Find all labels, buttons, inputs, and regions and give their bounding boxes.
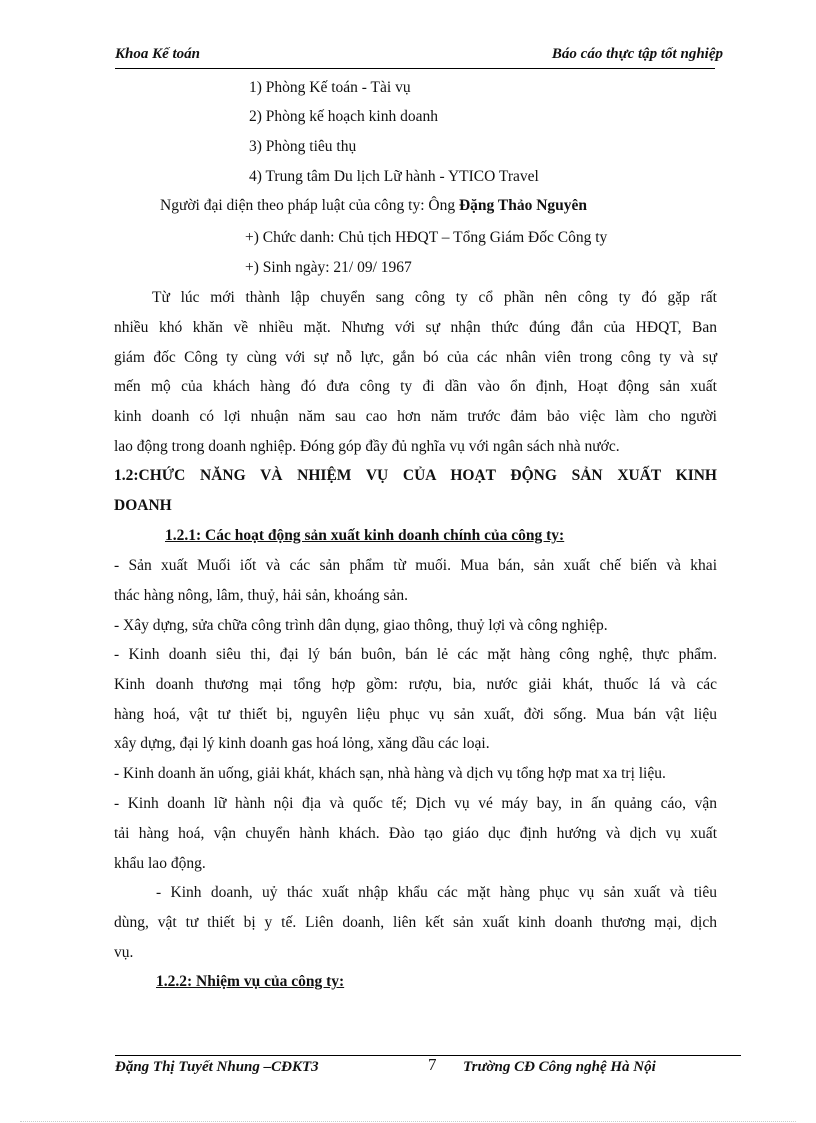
footer-author: Đặng Thị Tuyết Nhung –CĐKT3: [115, 1059, 319, 1075]
intro-line: kinh doanh có lợi nhuận năm sau cao hơn năm trước đảm bảo việc làm cho người: [114, 408, 717, 425]
representative-name: Đặng Thảo Nguyên: [458, 197, 588, 214]
activity-line: hàng hoá, vật tư thiết bị, nguyên liệu phục vụ sản xuất, đời sống. Mua bán vật liệu: [114, 706, 717, 723]
department-item: 4) Trung tâm Du lịch Lữ hành - YTICO Travel: [249, 168, 539, 185]
activity-line: - Kinh doanh ăn uống, giải khát, khách sạn, nhà hàng và dịch vụ tổng hợp mat xa trị liệu.: [114, 765, 666, 782]
activity-line: - Kinh doanh siêu thi, đại lý bán buôn, bán lẻ các mặt hàng công nghệ, thực phẩm.: [114, 646, 717, 663]
header-faculty: Khoa Kế toán: [115, 46, 201, 62]
section-heading: 1.2:CHỨC NĂNG VÀ NHIỆM VỤ CỦA HOẠT ĐỘNG SẢN XUẤT KINH: [114, 467, 717, 484]
section-heading-cont: DOANH: [114, 497, 172, 514]
department-item: 3) Phòng tiêu thụ: [249, 138, 357, 155]
activity-line: - Kinh doanh, uỷ thác xuất nhập khẩu các mặt hàng phục vụ sản xuất và tiêu: [156, 884, 717, 901]
header-report-title: Báo cáo thực tập tốt nghiệp: [551, 46, 723, 62]
page-number: 7: [428, 1055, 437, 1074]
footer-school: Trường CĐ Công nghệ Hà Nội: [463, 1059, 656, 1075]
subheading-duties: 1.2.2: Nhiệm vụ của công ty:: [156, 973, 345, 990]
representative-title: +) Chức danh: Chủ tịch HĐQT – Tổng Giám Đốc Công ty: [245, 229, 608, 246]
intro-line: lao động trong doanh nghiệp. Đóng góp đầy đủ nghĩa vụ với ngân sách nhà nước.: [114, 438, 620, 455]
activity-line: Kinh doanh thương mại tổng hợp gồm: rượu, bia, nước giải khát, thuốc lá và các: [114, 676, 717, 693]
page-header: [115, 46, 723, 69]
activity-line: khẩu lao động.: [114, 855, 206, 872]
activity-line: vụ.: [114, 944, 134, 961]
activity-line: - Xây dựng, sửa chữa công trình dân dụng, giao thông, thuỷ lợi và công nghiệp.: [114, 617, 608, 634]
representative-prefix: Người đại diện theo pháp luật của công ty: Ông: [160, 197, 459, 214]
activity-line: xây dựng, đại lý kinh doanh gas hoá lỏng, xăng dầu các loại.: [114, 735, 490, 752]
activity-line: - Sản xuất Muối iốt và các sản phẩm từ muối. Mua bán, sản xuất chế biến và khai: [114, 557, 717, 574]
representative-line: [160, 196, 587, 216]
page-edge: [20, 1121, 796, 1122]
intro-line: nhiều khó khăn về nhiều mặt. Nhưng với sự nhận thức đúng đắn của HĐQT, Ban: [114, 319, 717, 336]
representative-birth: +) Sinh ngày: 21/ 09/ 1967: [245, 259, 412, 276]
activity-line: thác hàng nông, lâm, thuỷ, hải sản, khoáng sản.: [114, 587, 409, 604]
subheading-activities: 1.2.1: Các hoạt động sản xuất kinh doanh chính của công ty:: [165, 527, 565, 544]
intro-line: Từ lúc mới thành lập chuyển sang công ty cổ phần nên công ty đó gặp rất: [152, 289, 717, 306]
department-item: 2) Phòng kế hoạch kinh doanh: [249, 108, 438, 125]
activity-line: dùng, vật tư thiết bị y tế. Liên doanh, liên kết sản xuất kinh doanh thương mại, dịch: [114, 914, 717, 931]
intro-line: mến mộ của khách hàng đó đưa công ty đi dần vào ổn định, Hoạt động sản xuất: [114, 378, 717, 395]
department-item: 1) Phòng Kế toán - Tài vụ: [249, 79, 411, 96]
activity-line: - Kinh doanh lữ hành nội địa và quốc tế; Dịch vụ vé máy bay, in ấn quảng cáo, vận: [114, 795, 717, 812]
intro-line: giám đốc Công ty cùng với sự nỗ lực, gắn bó của các nhân viên trong công ty và sự: [114, 349, 717, 366]
activity-line: tải hàng hoá, vận chuyển hành khách. Đào tạo giáo dục định hướng và dịch vụ xuất: [114, 825, 717, 842]
